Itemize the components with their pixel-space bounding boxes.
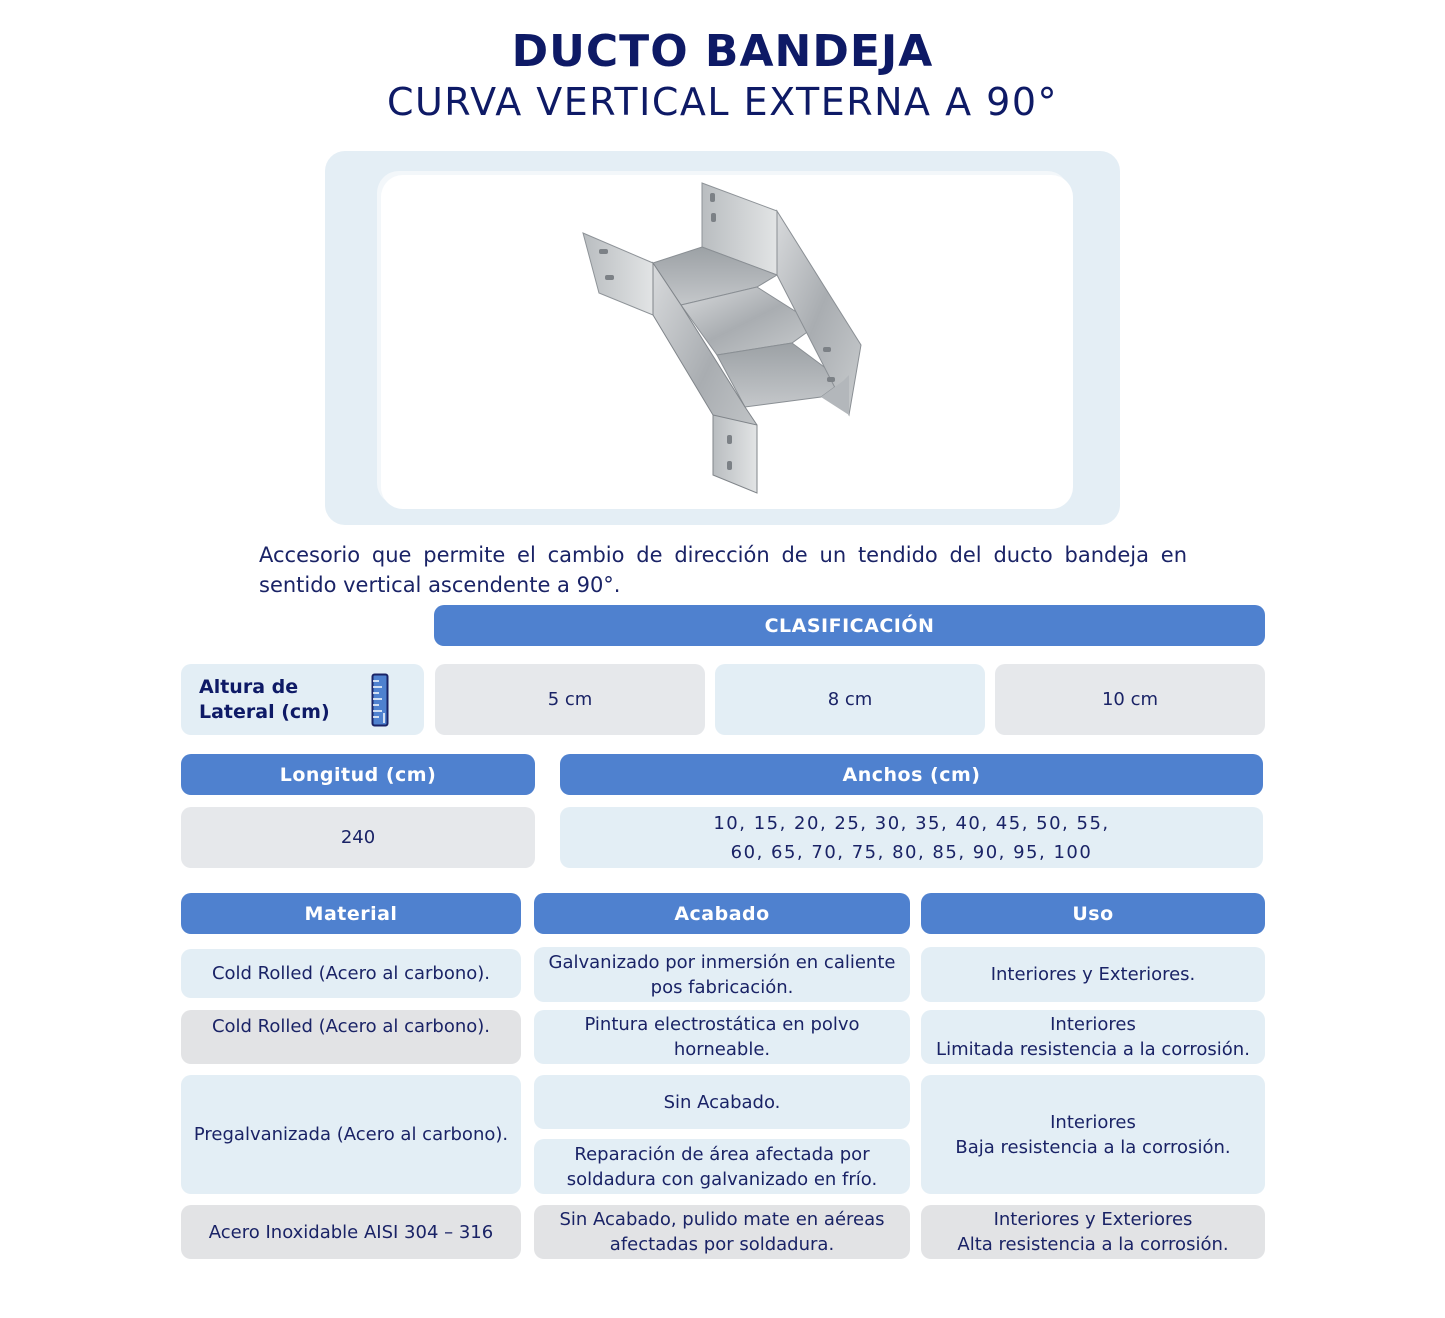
uso-row-3: Interiores Baja resistencia a la corrosión. — [921, 1075, 1265, 1194]
longitud-value: 240 — [181, 807, 535, 868]
product-image — [577, 175, 877, 509]
uso-row-4: Interiores y Exteriores Alta resistencia a la corrosión. — [921, 1205, 1265, 1259]
material-row-2: Cold Rolled (Acero al carbono). — [181, 1010, 521, 1064]
altura-10cm: 10 cm — [995, 664, 1265, 735]
acabado-row-1: Galvanizado por inmersión en caliente pos fabricación. — [534, 947, 910, 1002]
altura-8cm: 8 cm — [715, 664, 985, 735]
acabado-row-3a: Sin Acabado. — [534, 1075, 910, 1129]
material-row-3: Pregalvanizada (Acero al carbono). — [181, 1075, 521, 1194]
material-row-1: Cold Rolled (Acero al carbono). — [181, 949, 521, 998]
uso-row-1: Interiores y Exteriores. — [921, 947, 1265, 1002]
acabado-row-2: Pintura electrostática en polvo horneable. — [534, 1010, 910, 1064]
material-header: Material — [181, 893, 521, 934]
product-image-panel — [381, 175, 1073, 509]
page-subtitle: CURVA VERTICAL EXTERNA A 90° — [386, 80, 1059, 124]
acabado-header: Acabado — [534, 893, 910, 934]
page-title: DUCTO BANDEJA — [511, 26, 934, 77]
anchos-header: Anchos (cm) — [560, 754, 1263, 795]
product-image-frame — [325, 151, 1120, 525]
altura-5cm: 5 cm — [435, 664, 705, 735]
longitud-header: Longitud (cm) — [181, 754, 535, 795]
acabado-row-4: Sin Acabado, pulido mate en aéreas afectadas por soldadura. — [534, 1205, 910, 1259]
altura-lateral-label: Altura de Lateral (cm) — [199, 676, 330, 723]
altura-lateral-label-cell — [181, 664, 424, 735]
uso-header: Uso — [921, 893, 1265, 934]
product-description: Accesorio que permite el cambio de dirección de un tendido del ducto bandeja en sentido vertical ascendente a 90°. — [259, 543, 1187, 597]
uso-row-2: Interiores Limitada resistencia a la corrosión. — [921, 1010, 1265, 1064]
clasificacion-header: CLASIFICACIÓN — [434, 605, 1265, 646]
acabado-row-3b: Reparación de área afectada por soldadura con galvanizado en frío. — [534, 1139, 910, 1194]
material-row-4: Acero Inoxidable AISI 304 – 316 — [181, 1205, 521, 1259]
anchos-value: 10, 15, 20, 25, 30, 35, 40, 45, 50, 55, 60, 65, 70, 75, 80, 85, 90, 95, 100 — [560, 807, 1263, 868]
ruler-icon — [371, 673, 389, 727]
